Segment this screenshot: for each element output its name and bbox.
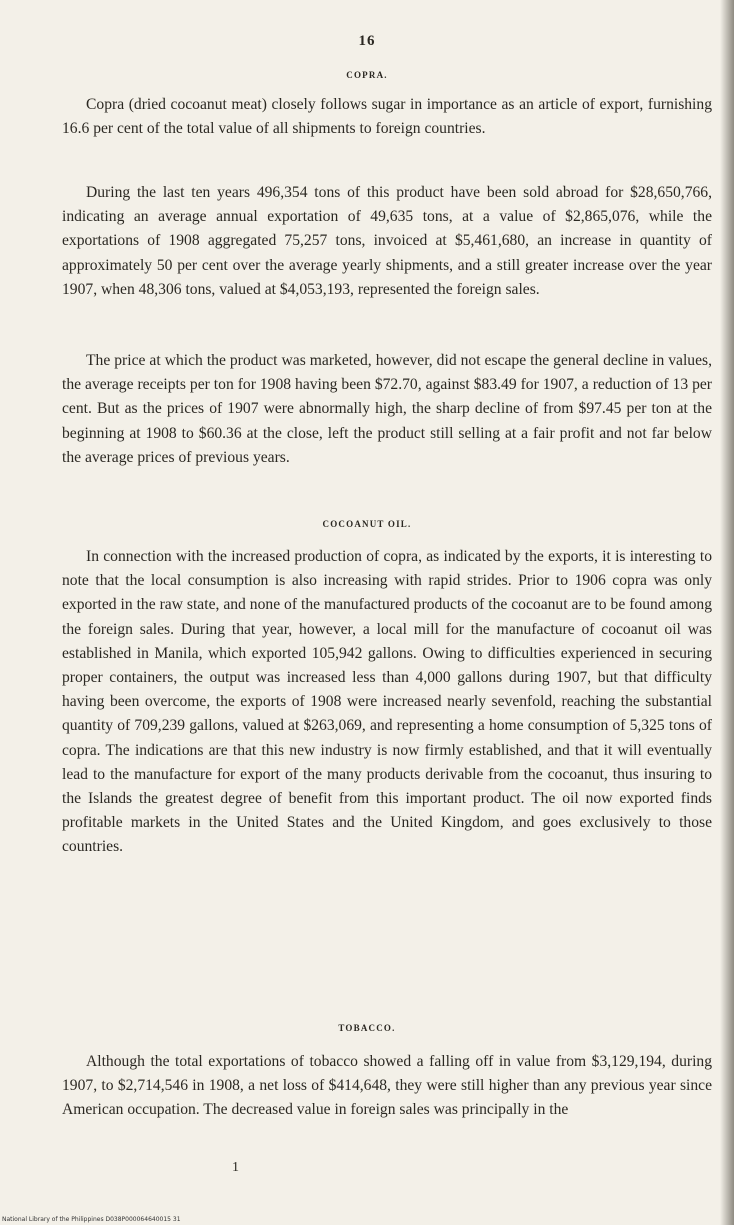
section-heading-tobacco: TOBACCO. [338,1023,396,1033]
paragraph-cocoanut-oil-1: In connection with the increased production of copra, as indicated by the exports, it is interesting to note that the local consumption is also increasing with rapid strides. Prior to 1906 copra was only exported in the raw state, and none of the manufactured products of the cocoanut are to be found among the foreign sales. During that year, however, a local mill for the manufacture of cocoanut oil was established in Manila, which exported 105,942 gallons. Owing to difficulties experienced in securing proper containers, the output was increased less than 4,000 gallons during 1907, but that difficulty having been overcome, the exports of 1908 were increased nearly sevenfold, reaching the substantial quantity of 709,239 gallons, valued at $263,069, and representing a home consumption of 5,325 tons of copra. The indications are that this new industry is now firmly established, and that it will eventually lead to the manufacture for export of the many products derivable from the cocoanut, thus insuring to the Islands the greatest degree of benefit from this important product. The oil now exported finds profitable markets in the United States and the United Kingdom, and goes exclusively to those countries. [62,548,712,856]
page-edge-shadow [720,0,734,1225]
paragraph-copra-1: Copra (dried cocoanut meat) closely follows sugar in importance as an article of export, furnishing 16.6 per cent of the total value of all shipments to foreign countries. [62,96,712,138]
paragraph-tobacco-1: Although the total exportations of tobacco showed a falling off in value from $3,129,194, during 1907, to $2,714,546 in 1908, a net loss of $414,648, they were still higher than any previous year since American occupation. The decreased value in foreign sales was principally in the [62,1053,712,1119]
signature-mark: 1 [232,1160,239,1175]
paragraph-copra-3: The price at which the product was marketed, however, did not escape the general decline in values, the average receipts per ton for 1908 having been $72.70, against $83.49 for 1907, a reduction of 13 per cent. But as the prices of 1907 were abnormally high, the sharp decline of from $97.45 per ton at the beginning at 1908 to $60.36 at the close, left the product still selling at a fair profit and not far below the average prices of previous years. [62,352,712,466]
footer-library-stamp: National Library of the Philippines D038P000064640015 31 [2,1216,181,1223]
paragraph-copra-2: During the last ten years 496,354 tons of this product have been sold abroad for $28,650,766, indicating an average annual exportation of 49,635 tons, at a value of $2,865,076, while the exportations of 1908 aggregated 75,257 tons, invoiced at $5,461,680, an increase in quantity of approximately 50 per cent over the average yearly shipments, and a still greater increase over the year 1907, when 48,306 tons, valued at $4,053,193, represented the foreign sales. [62,184,712,298]
page-number: 16 [358,33,376,49]
section-heading-copra: COPRA. [346,70,388,80]
section-heading-cocoanut-oil: COCOANUT OIL. [322,519,412,529]
